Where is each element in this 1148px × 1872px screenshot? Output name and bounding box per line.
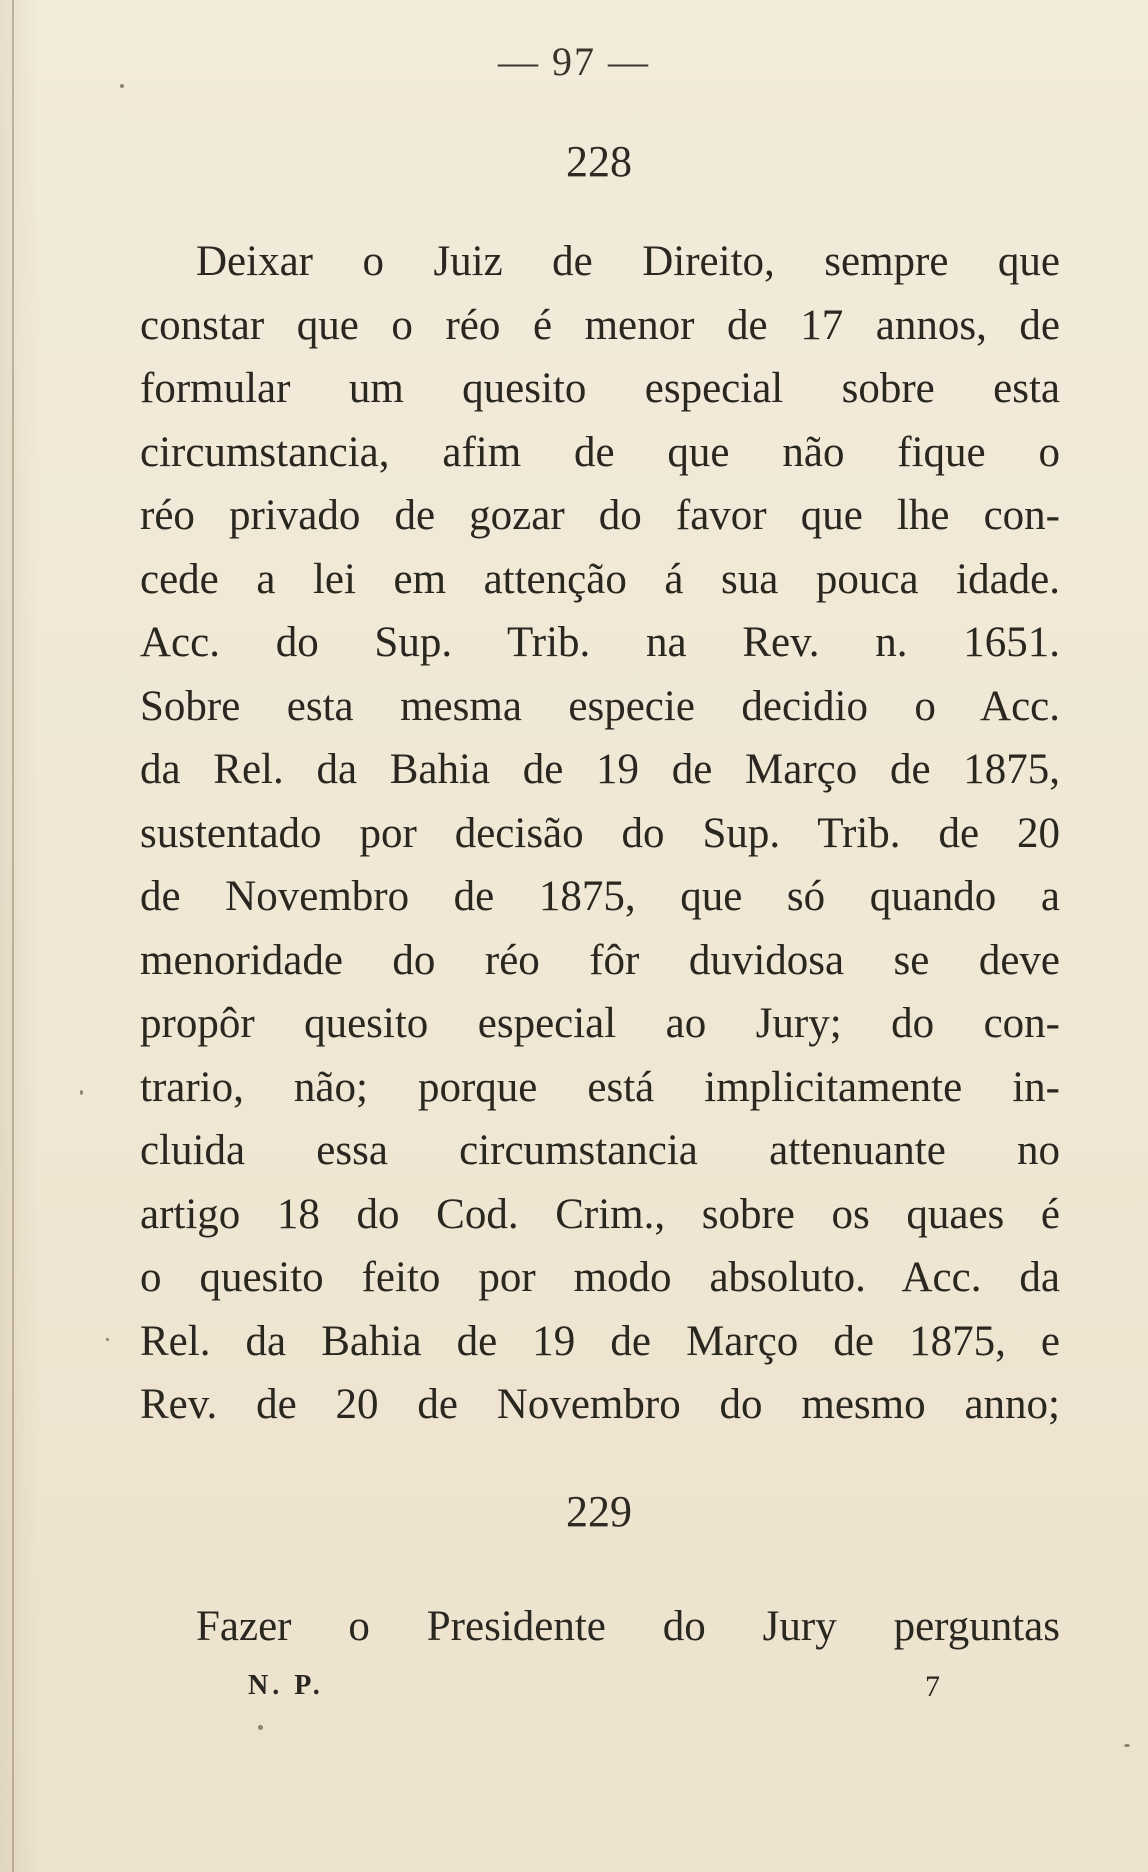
paper-speck xyxy=(258,1725,263,1730)
text-line: circumstancia, afim de que não fique o xyxy=(140,428,1060,476)
text-line: o quesito feito por modo absoluto. Acc. da xyxy=(140,1254,1060,1301)
binding-edge xyxy=(12,0,14,1872)
text-line: de Novembro de 1875, que só quando a xyxy=(140,873,1060,920)
text-line: cluida essa circumstancia attenuante no xyxy=(140,1127,1060,1174)
paper-speck xyxy=(120,84,124,88)
section-number-228: 228 xyxy=(566,137,632,186)
signature-number: 7 xyxy=(925,1670,940,1703)
paragraph-229 xyxy=(140,1595,1060,1659)
printer-signature-mark: N. P. xyxy=(248,1670,324,1701)
text-line: constar que o réo é menor de 17 annos, de xyxy=(140,301,1060,349)
page-number-header: — 97 — xyxy=(498,39,650,84)
text-line: réo privado de gozar do favor que lhe con- xyxy=(140,492,1060,539)
text-line: Fazer o Presidente do Jury perguntas xyxy=(196,1603,1060,1650)
text-line: propôr quesito especial ao Jury; do con- xyxy=(140,1000,1060,1047)
text-line: Acc. do Sup. Trib. na Rev. n. 1651. xyxy=(140,619,1060,666)
paper-speck xyxy=(1124,1744,1130,1747)
text-line: artigo 18 do Cod. Crim., sobre os quaes é xyxy=(140,1190,1060,1238)
text-line: sustentado por decisão do Sup. Trib. de 20 xyxy=(140,809,1060,857)
text-line: Sobre esta mesma especie decidio o Acc. xyxy=(140,682,1060,730)
paper-speck xyxy=(80,1090,83,1095)
text-line: da Rel. da Bahia de 19 de Março de 1875, xyxy=(140,746,1060,793)
text-line: cede a lei em attenção á sua pouca idade. xyxy=(140,555,1060,603)
paper-speck xyxy=(106,1338,109,1341)
paragraph-228 xyxy=(140,230,1060,1437)
text-line: Rel. da Bahia de 19 de Março de 1875, e xyxy=(140,1317,1060,1365)
text-line: menoridade do réo fôr duvidosa se deve xyxy=(140,936,1060,984)
text-line: Deixar o Juiz de Direito, sempre que xyxy=(196,238,1060,285)
text-line: trario, não; porque está implicitamente in- xyxy=(140,1063,1060,1111)
text-line: Rev. de 20 de Novembro do mesmo anno; xyxy=(140,1381,1060,1428)
text-line: formular um quesito especial sobre esta xyxy=(140,365,1060,412)
section-number-229: 229 xyxy=(566,1487,632,1536)
